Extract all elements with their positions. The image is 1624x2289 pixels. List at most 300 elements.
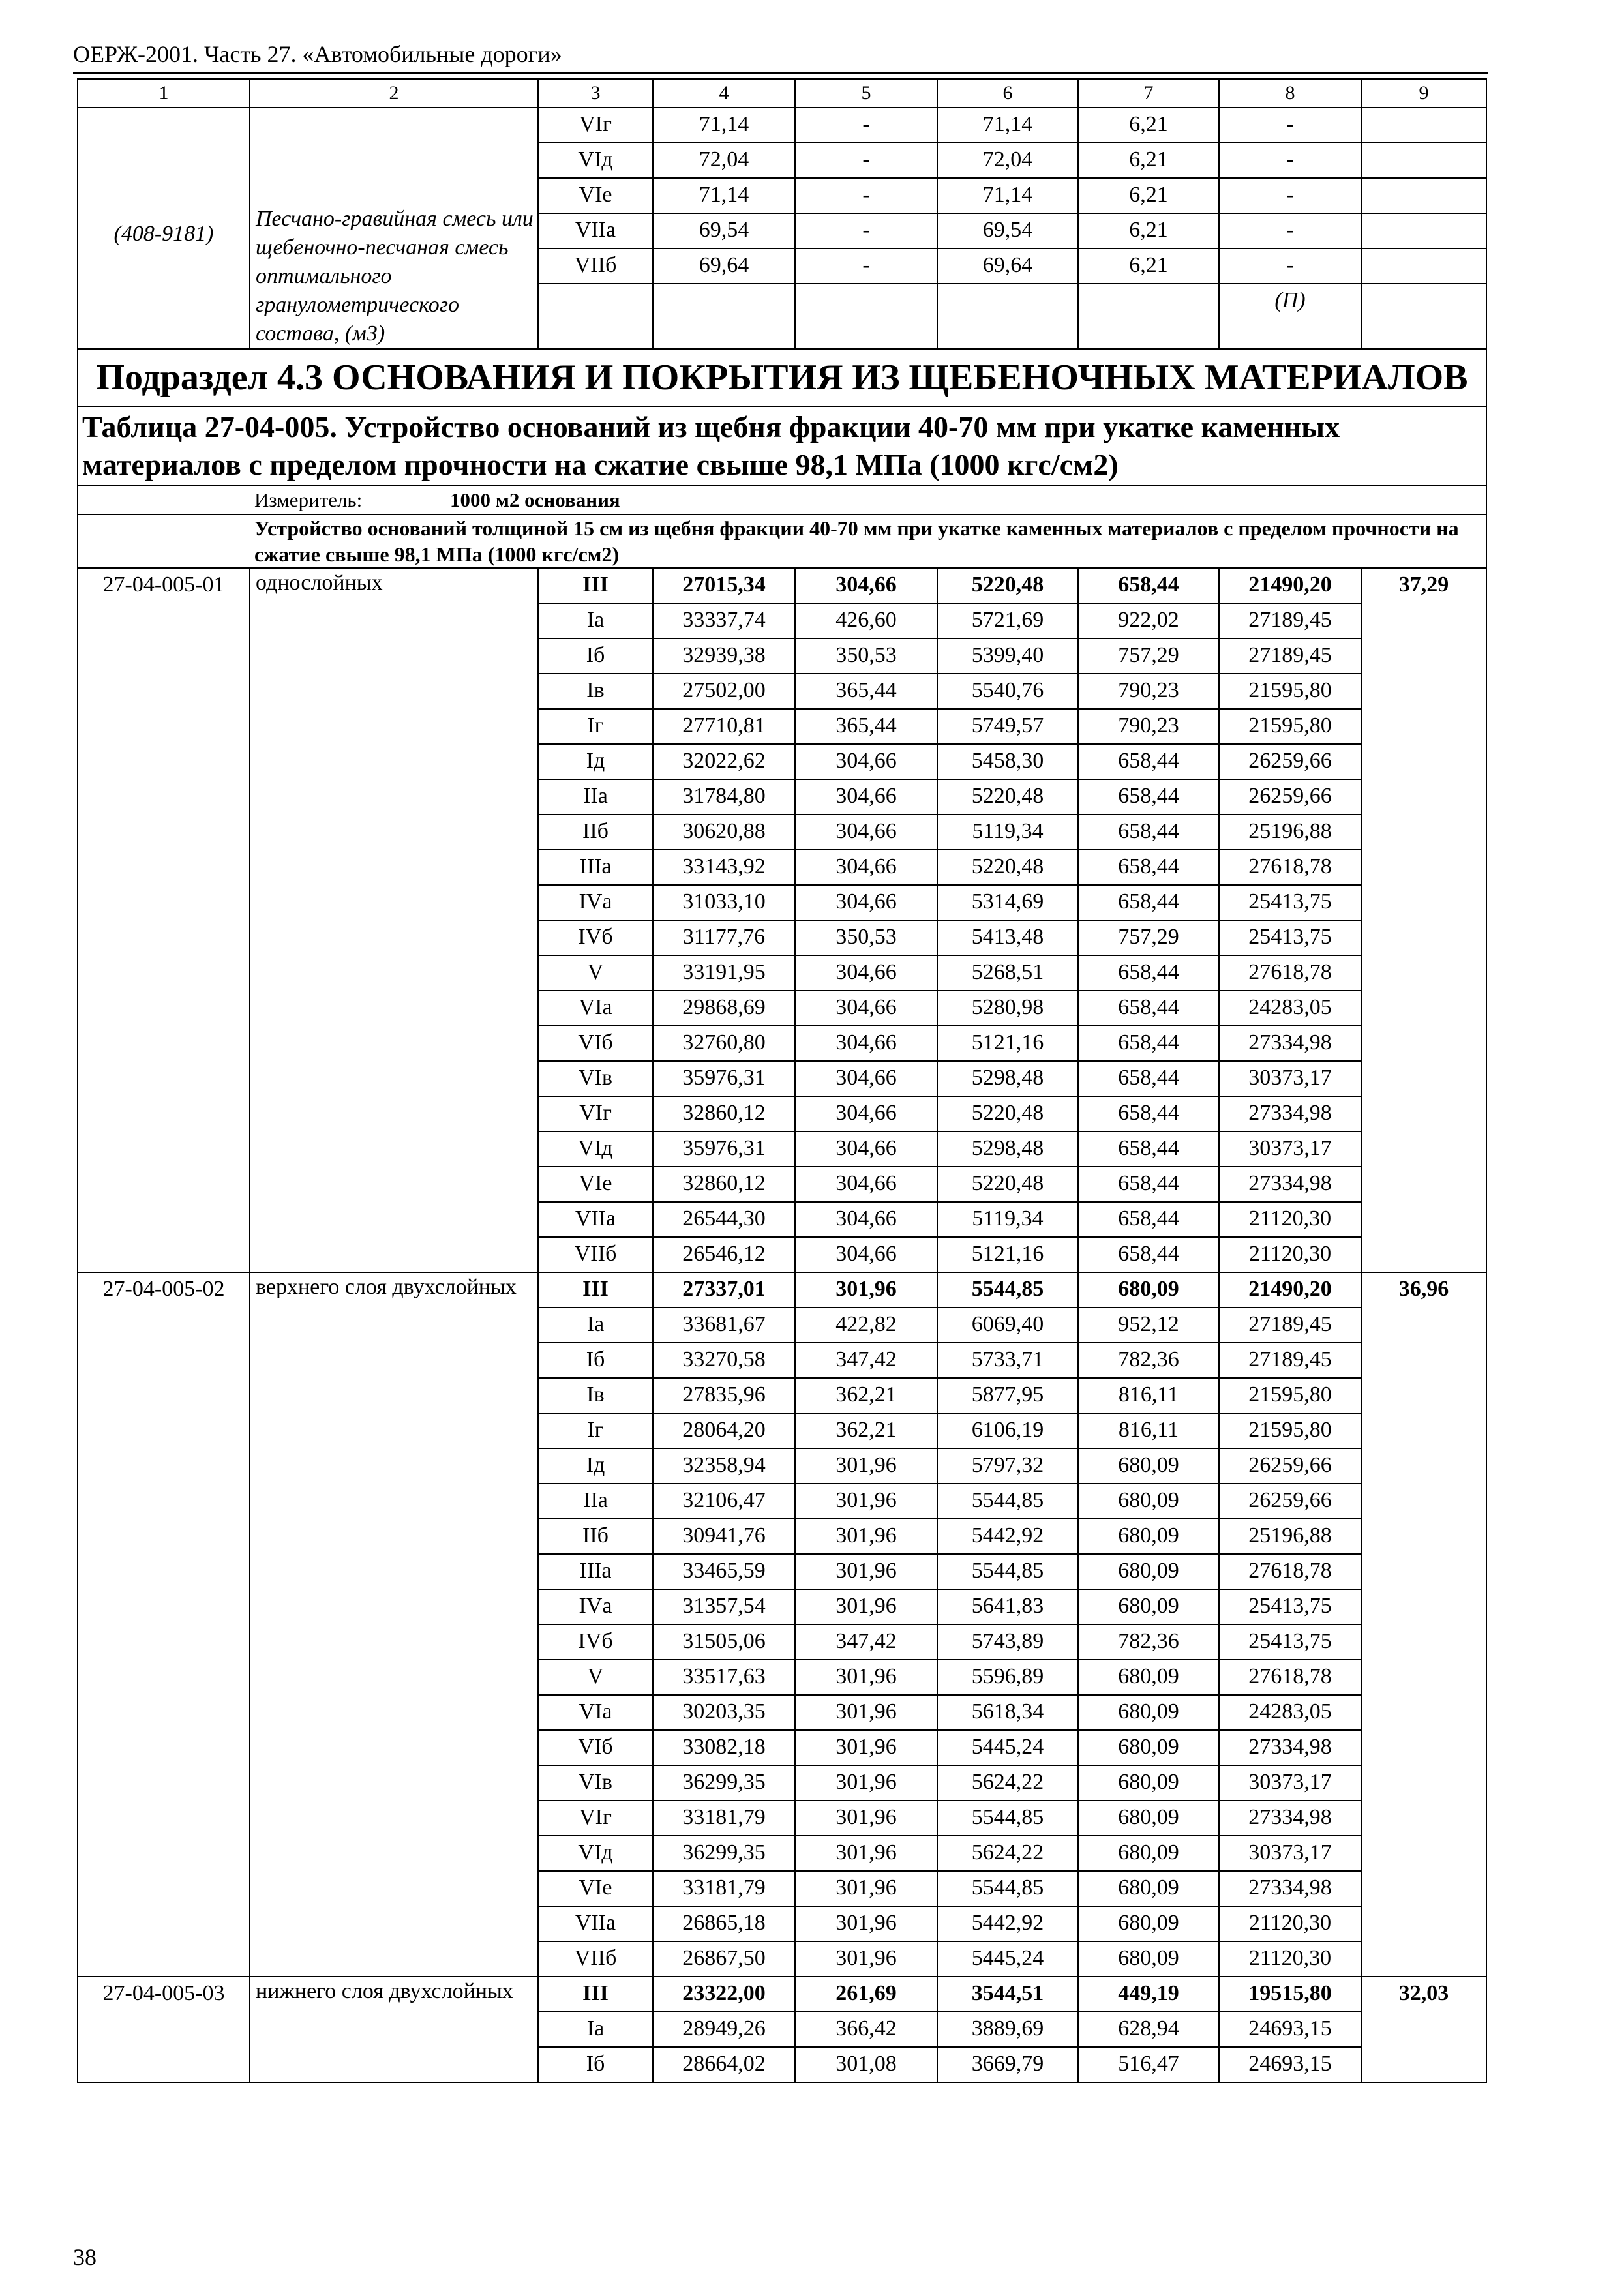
value-cell: 301,96 <box>795 1554 937 1589</box>
value-cell: 33181,79 <box>653 1871 795 1906</box>
value-cell: 27502,00 <box>653 674 795 709</box>
value-cell: - <box>1219 213 1361 248</box>
zone-cell: VIе <box>538 1871 653 1906</box>
item-code: 27-04-005-01 <box>78 568 250 1272</box>
zone-cell: IVа <box>538 1589 653 1624</box>
value-cell: 658,44 <box>1078 1061 1219 1096</box>
measure-label: Измеритель: <box>254 488 363 511</box>
value-cell: 301,96 <box>795 1765 937 1801</box>
table-title-row <box>78 406 1486 486</box>
zone-cell: Iб <box>538 2047 653 2082</box>
value-cell: 31505,06 <box>653 1624 795 1660</box>
value-cell: 5314,69 <box>937 885 1078 920</box>
value-cell: 35976,31 <box>653 1131 795 1167</box>
value-cell: 6106,19 <box>937 1413 1078 1448</box>
table-title: Таблица 27-04-005. Устройство оснований из щебня фракции 40-70 мм при укатке каменных материалов с пределом прочности на сжатие свыше 98,1 МПа (1000 кгс/см2) <box>78 406 1486 486</box>
value-cell: 301,96 <box>795 1272 937 1308</box>
zone-cell: Iв <box>538 1378 653 1413</box>
zone-cell: Iг <box>538 1413 653 1448</box>
value-cell: 27337,01 <box>653 1272 795 1308</box>
zone-cell: Iб <box>538 1343 653 1378</box>
value-cell: 33181,79 <box>653 1801 795 1836</box>
value-cell: 952,12 <box>1078 1308 1219 1343</box>
column-number-row <box>78 79 1486 108</box>
value-cell: 25413,75 <box>1219 885 1361 920</box>
value-cell: 5445,24 <box>937 1941 1078 1977</box>
section-title-row <box>78 349 1486 406</box>
value-cell: 658,44 <box>1078 1131 1219 1167</box>
column-number: 1 <box>78 79 250 108</box>
value-cell: 6,21 <box>1078 213 1219 248</box>
value-cell: 5544,85 <box>937 1554 1078 1589</box>
value-cell: 21490,20 <box>1219 568 1361 603</box>
value-cell: 304,66 <box>795 885 937 920</box>
value-cell: - <box>795 248 937 284</box>
header-rule <box>73 72 1488 74</box>
value-cell <box>1361 108 1486 143</box>
value-cell: 516,47 <box>1078 2047 1219 2082</box>
value-cell: 5624,22 <box>937 1836 1078 1871</box>
value-cell: 21595,80 <box>1219 674 1361 709</box>
value-cell: 658,44 <box>1078 1026 1219 1061</box>
value-cell: 5121,16 <box>937 1237 1078 1272</box>
value-cell: 680,09 <box>1078 1448 1219 1484</box>
value-cell: 21595,80 <box>1219 1413 1361 1448</box>
value-cell: 33465,59 <box>653 1554 795 1589</box>
material-unit-mark: (П) <box>1219 284 1361 349</box>
value-cell: 69,54 <box>653 213 795 248</box>
value-cell: 304,66 <box>795 1131 937 1167</box>
subheading-row <box>78 515 1486 568</box>
value-cell: 3544,51 <box>937 1977 1078 2012</box>
value-cell: 26259,66 <box>1219 1484 1361 1519</box>
value-cell: 680,09 <box>1078 1554 1219 1589</box>
value-cell: 24693,15 <box>1219 2012 1361 2047</box>
column-number: 6 <box>937 79 1078 108</box>
value-cell: 32860,12 <box>653 1167 795 1202</box>
value-cell: 27189,45 <box>1219 1308 1361 1343</box>
zone-cell: VIг <box>538 1801 653 1836</box>
section-title: Подраздел 4.3 ОСНОВАНИЯ И ПОКРЫТИЯ ИЗ ЩЕБЕНОЧНЫХ МАТЕРИАЛОВ <box>78 349 1486 406</box>
value-cell: 304,66 <box>795 955 937 991</box>
zone-cell: VIв <box>538 1765 653 1801</box>
zone-cell: IIб <box>538 815 653 850</box>
value-cell: 69,54 <box>937 213 1078 248</box>
value-cell: 28664,02 <box>653 2047 795 2082</box>
value-cell: - <box>1219 178 1361 213</box>
value-cell: 24283,05 <box>1219 1695 1361 1730</box>
zone-cell: Iд <box>538 744 653 779</box>
zone-cell: III <box>538 1272 653 1308</box>
value-cell: 304,66 <box>795 991 937 1026</box>
value-cell: 71,14 <box>653 178 795 213</box>
price-table-container <box>77 78 1486 2083</box>
value-cell: 304,66 <box>795 1061 937 1096</box>
value-cell: 5544,85 <box>937 1484 1078 1519</box>
zone-cell: VIIа <box>538 1202 653 1237</box>
value-cell: 27334,98 <box>1219 1167 1361 1202</box>
value-cell: 350,53 <box>795 920 937 955</box>
value-cell: 5220,48 <box>937 1096 1078 1131</box>
value-cell: 790,23 <box>1078 709 1219 744</box>
value-cell: - <box>1219 143 1361 178</box>
value-cell: 27710,81 <box>653 709 795 744</box>
column-number: 5 <box>795 79 937 108</box>
value-cell: 757,29 <box>1078 638 1219 674</box>
value-cell: 30373,17 <box>1219 1131 1361 1167</box>
value-cell: - <box>795 213 937 248</box>
value-cell: 5544,85 <box>937 1871 1078 1906</box>
item-code: 27-04-005-03 <box>78 1977 250 2082</box>
value-cell: 658,44 <box>1078 850 1219 885</box>
value-cell: 5733,71 <box>937 1343 1078 1378</box>
value-cell: 30941,76 <box>653 1519 795 1554</box>
labor-cell: 36,96 <box>1361 1272 1486 1977</box>
value-cell: 347,42 <box>795 1343 937 1378</box>
zone-cell: VIIа <box>538 213 653 248</box>
measure-cell <box>78 486 1486 515</box>
value-cell: 658,44 <box>1078 991 1219 1026</box>
value-cell: 6,21 <box>1078 178 1219 213</box>
value-cell: 5596,89 <box>937 1660 1078 1695</box>
value-cell: 5540,76 <box>937 674 1078 709</box>
value-cell: 21120,30 <box>1219 1202 1361 1237</box>
zone-cell: III <box>538 568 653 603</box>
value-cell: 33517,63 <box>653 1660 795 1695</box>
value-cell: 21490,20 <box>1219 1272 1361 1308</box>
zone-cell: VIд <box>538 1131 653 1167</box>
value-cell: 32760,80 <box>653 1026 795 1061</box>
value-cell: 5220,48 <box>937 850 1078 885</box>
zone-cell: VIд <box>538 1836 653 1871</box>
empty-cell <box>538 284 653 349</box>
value-cell: - <box>795 108 937 143</box>
zone-cell: VIа <box>538 1695 653 1730</box>
zone-cell: III <box>538 1977 653 2012</box>
value-cell: 21120,30 <box>1219 1906 1361 1941</box>
value-cell: 21120,30 <box>1219 1941 1361 1977</box>
table-body <box>78 79 1486 2082</box>
value-cell: 5298,48 <box>937 1061 1078 1096</box>
value-cell: 27334,98 <box>1219 1871 1361 1906</box>
zone-cell: VIг <box>538 108 653 143</box>
value-cell: 32860,12 <box>653 1096 795 1131</box>
zone-cell: IVб <box>538 1624 653 1660</box>
value-cell: 304,66 <box>795 779 937 815</box>
zone-cell: IVа <box>538 885 653 920</box>
material-name: Песчано-гравийная смесь или щебеночно-песчаная смесь оптимального гранулометрического состава, (м3) <box>250 108 538 349</box>
zone-cell: IIа <box>538 779 653 815</box>
value-cell: 680,09 <box>1078 1906 1219 1941</box>
value-cell <box>1361 143 1486 178</box>
value-cell: 3889,69 <box>937 2012 1078 2047</box>
value-cell: 422,82 <box>795 1308 937 1343</box>
value-cell: 301,96 <box>795 1906 937 1941</box>
measure-row <box>78 486 1486 515</box>
value-cell: 35976,31 <box>653 1061 795 1096</box>
value-cell: 5618,34 <box>937 1695 1078 1730</box>
value-cell: 5121,16 <box>937 1026 1078 1061</box>
value-cell: 19515,80 <box>1219 1977 1361 2012</box>
value-cell: 5442,92 <box>937 1906 1078 1941</box>
value-cell: 790,23 <box>1078 674 1219 709</box>
value-cell: 5749,57 <box>937 709 1078 744</box>
value-cell: 6069,40 <box>937 1308 1078 1343</box>
column-number: 7 <box>1078 79 1219 108</box>
value-cell: 658,44 <box>1078 1237 1219 1272</box>
value-cell: 30373,17 <box>1219 1836 1361 1871</box>
zone-cell: VIIб <box>538 1237 653 1272</box>
value-cell: 304,66 <box>795 815 937 850</box>
value-cell: 33082,18 <box>653 1730 795 1765</box>
value-cell: 680,09 <box>1078 1519 1219 1554</box>
value-cell: 658,44 <box>1078 815 1219 850</box>
value-cell <box>1361 178 1486 213</box>
value-cell: - <box>795 143 937 178</box>
value-cell: 21120,30 <box>1219 1237 1361 1272</box>
value-cell: 680,09 <box>1078 1765 1219 1801</box>
value-cell: 6,21 <box>1078 143 1219 178</box>
value-cell: 23322,00 <box>653 1977 795 2012</box>
empty-cell <box>1361 284 1486 349</box>
value-cell: 680,09 <box>1078 1871 1219 1906</box>
zone-cell: VIг <box>538 1096 653 1131</box>
value-cell: 33681,67 <box>653 1308 795 1343</box>
value-cell: 5641,83 <box>937 1589 1078 1624</box>
value-cell: 29868,69 <box>653 991 795 1026</box>
value-cell: 21595,80 <box>1219 709 1361 744</box>
value-cell: 301,96 <box>795 1871 937 1906</box>
value-cell: 658,44 <box>1078 885 1219 920</box>
value-cell: 680,09 <box>1078 1660 1219 1695</box>
empty-cell <box>795 284 937 349</box>
column-number: 9 <box>1361 79 1486 108</box>
value-cell: 5268,51 <box>937 955 1078 991</box>
zone-cell: VIб <box>538 1730 653 1765</box>
value-cell: 301,96 <box>795 1660 937 1695</box>
value-cell: 680,09 <box>1078 1695 1219 1730</box>
value-cell: 301,96 <box>795 1801 937 1836</box>
value-cell: 365,44 <box>795 674 937 709</box>
zone-cell: VIд <box>538 143 653 178</box>
value-cell: 5797,32 <box>937 1448 1078 1484</box>
zone-cell: Iа <box>538 2012 653 2047</box>
value-cell: 5119,34 <box>937 1202 1078 1237</box>
empty-cell <box>653 284 795 349</box>
value-cell: 5298,48 <box>937 1131 1078 1167</box>
value-cell: 816,11 <box>1078 1378 1219 1413</box>
value-cell: 6,21 <box>1078 248 1219 284</box>
zone-cell: IIIа <box>538 1554 653 1589</box>
value-cell: 350,53 <box>795 638 937 674</box>
value-cell: 782,36 <box>1078 1343 1219 1378</box>
zone-cell: VIб <box>538 1026 653 1061</box>
value-cell: 31357,54 <box>653 1589 795 1624</box>
value-cell: 5280,98 <box>937 991 1078 1026</box>
value-cell: 301,08 <box>795 2047 937 2082</box>
value-cell: 5624,22 <box>937 1765 1078 1801</box>
value-cell: 301,96 <box>795 1695 937 1730</box>
table-row <box>78 568 1486 603</box>
value-cell: 6,21 <box>1078 108 1219 143</box>
page-number: 38 <box>73 2244 97 2270</box>
zone-cell: V <box>538 1660 653 1695</box>
zone-cell: VIIб <box>538 1941 653 1977</box>
empty-cell <box>937 284 1078 349</box>
zone-cell: IIIа <box>538 850 653 885</box>
material-price-row <box>78 108 1486 143</box>
value-cell: 33337,74 <box>653 603 795 638</box>
value-cell: 680,09 <box>1078 1836 1219 1871</box>
zone-cell: Iа <box>538 603 653 638</box>
value-cell: 426,60 <box>795 603 937 638</box>
zone-cell: Iб <box>538 638 653 674</box>
value-cell: 31177,76 <box>653 920 795 955</box>
value-cell: 30373,17 <box>1219 1765 1361 1801</box>
value-cell: 27334,98 <box>1219 1096 1361 1131</box>
value-cell: 782,36 <box>1078 1624 1219 1660</box>
value-cell: 680,09 <box>1078 1484 1219 1519</box>
zone-cell: V <box>538 955 653 991</box>
item-name: нижнего слоя двухслойных <box>250 1977 538 2082</box>
value-cell: 25196,88 <box>1219 1519 1361 1554</box>
value-cell: 30203,35 <box>653 1695 795 1730</box>
value-cell: 366,42 <box>795 2012 937 2047</box>
value-cell: 71,14 <box>937 178 1078 213</box>
value-cell: 30620,88 <box>653 815 795 850</box>
value-cell: 33143,92 <box>653 850 795 885</box>
value-cell: 5544,85 <box>937 1801 1078 1836</box>
value-cell: 27618,78 <box>1219 850 1361 885</box>
zone-cell: VIе <box>538 1167 653 1202</box>
value-cell: 658,44 <box>1078 779 1219 815</box>
zone-cell: Iв <box>538 674 653 709</box>
value-cell: 301,96 <box>795 1836 937 1871</box>
value-cell: 27835,96 <box>653 1378 795 1413</box>
zone-cell: IIб <box>538 1519 653 1554</box>
measure-value: 1000 м2 основания <box>450 488 620 511</box>
column-number: 8 <box>1219 79 1361 108</box>
zone-cell: Iг <box>538 709 653 744</box>
column-number: 4 <box>653 79 795 108</box>
value-cell: 304,66 <box>795 568 937 603</box>
value-cell: 5445,24 <box>937 1730 1078 1765</box>
value-cell: 26259,66 <box>1219 779 1361 815</box>
value-cell: 304,66 <box>795 850 937 885</box>
value-cell: 658,44 <box>1078 1096 1219 1131</box>
value-cell: 680,09 <box>1078 1730 1219 1765</box>
value-cell: 26865,18 <box>653 1906 795 1941</box>
item-code: 27-04-005-02 <box>78 1272 250 1977</box>
value-cell: 24693,15 <box>1219 2047 1361 2082</box>
value-cell: 922,02 <box>1078 603 1219 638</box>
value-cell: 27334,98 <box>1219 1801 1361 1836</box>
value-cell: 36299,35 <box>653 1836 795 1871</box>
value-cell: 680,09 <box>1078 1801 1219 1836</box>
labor-cell: 37,29 <box>1361 568 1486 1272</box>
value-cell: 27189,45 <box>1219 603 1361 638</box>
value-cell: 658,44 <box>1078 1167 1219 1202</box>
value-cell: 33191,95 <box>653 955 795 991</box>
column-number: 2 <box>250 79 538 108</box>
value-cell: 304,66 <box>795 1237 937 1272</box>
zone-cell: VIIб <box>538 248 653 284</box>
value-cell: 32106,47 <box>653 1484 795 1519</box>
value-cell: 27618,78 <box>1219 1554 1361 1589</box>
value-cell: 304,66 <box>795 1096 937 1131</box>
value-cell: 25413,75 <box>1219 920 1361 955</box>
value-cell: 72,04 <box>937 143 1078 178</box>
zone-cell: Iд <box>538 1448 653 1484</box>
value-cell: 304,66 <box>795 744 937 779</box>
value-cell: 5721,69 <box>937 603 1078 638</box>
value-cell: 449,19 <box>1078 1977 1219 2012</box>
value-cell: 301,96 <box>795 1730 937 1765</box>
value-cell: 28949,26 <box>653 2012 795 2047</box>
value-cell: 31033,10 <box>653 885 795 920</box>
zone-cell: VIв <box>538 1061 653 1096</box>
value-cell: 30373,17 <box>1219 1061 1361 1096</box>
value-cell: 301,96 <box>795 1448 937 1484</box>
value-cell: 261,69 <box>795 1977 937 2012</box>
value-cell: 24283,05 <box>1219 991 1361 1026</box>
value-cell: 362,21 <box>795 1413 937 1448</box>
value-cell <box>1361 248 1486 284</box>
value-cell: 25413,75 <box>1219 1589 1361 1624</box>
value-cell: 362,21 <box>795 1378 937 1413</box>
zone-cell: IIа <box>538 1484 653 1519</box>
value-cell: 301,96 <box>795 1519 937 1554</box>
value-cell: - <box>1219 108 1361 143</box>
value-cell: 26546,12 <box>653 1237 795 1272</box>
value-cell: 72,04 <box>653 143 795 178</box>
value-cell: 5399,40 <box>937 638 1078 674</box>
zone-cell: VIе <box>538 178 653 213</box>
value-cell: 757,29 <box>1078 920 1219 955</box>
value-cell: 32358,94 <box>653 1448 795 1484</box>
value-cell: 32022,62 <box>653 744 795 779</box>
value-cell: 31784,80 <box>653 779 795 815</box>
value-cell: 32939,38 <box>653 638 795 674</box>
table-row <box>78 1977 1486 2012</box>
value-cell: 816,11 <box>1078 1413 1219 1448</box>
value-cell: 3669,79 <box>937 2047 1078 2082</box>
value-cell: - <box>795 178 937 213</box>
table-row <box>78 1272 1486 1308</box>
value-cell: 5220,48 <box>937 779 1078 815</box>
value-cell: 5442,92 <box>937 1519 1078 1554</box>
value-cell: 628,94 <box>1078 2012 1219 2047</box>
subheading: Устройство оснований толщиной 15 см из щебня фракции 40-70 мм при укатке каменных материалов с пределом прочности на сжатие свыше 98,1 МПа (1000 кгс/см2) <box>78 515 1486 568</box>
value-cell: 658,44 <box>1078 955 1219 991</box>
value-cell: 5220,48 <box>937 568 1078 603</box>
value-cell: 27618,78 <box>1219 1660 1361 1695</box>
value-cell: 301,96 <box>795 1941 937 1977</box>
zone-cell: VIа <box>538 991 653 1026</box>
value-cell: 658,44 <box>1078 568 1219 603</box>
value-cell: 680,09 <box>1078 1589 1219 1624</box>
value-cell: 27334,98 <box>1219 1026 1361 1061</box>
value-cell: 26259,66 <box>1219 744 1361 779</box>
value-cell: 69,64 <box>937 248 1078 284</box>
column-number: 3 <box>538 79 653 108</box>
value-cell: 33270,58 <box>653 1343 795 1378</box>
price-table <box>77 78 1487 2083</box>
value-cell: 304,66 <box>795 1202 937 1237</box>
value-cell: 27189,45 <box>1219 638 1361 674</box>
value-cell: 26259,66 <box>1219 1448 1361 1484</box>
value-cell: 5119,34 <box>937 815 1078 850</box>
